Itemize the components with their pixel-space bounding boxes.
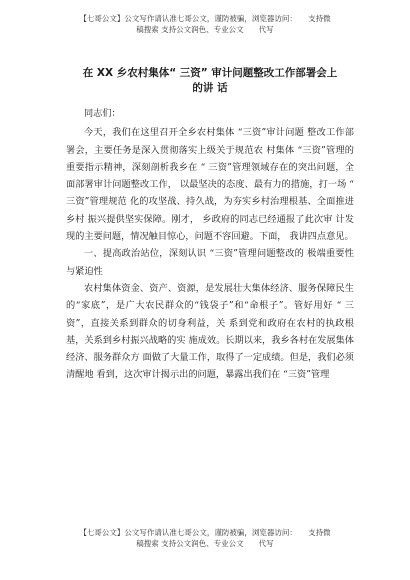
footer-banner-line-2: 稿搜索 支持公文润色、专业公文 代写 [136,539,274,548]
document-content [66,66,354,384]
title-line-1: 在 XX 乡农村集体“ 三资” 审计问题整改工作部署会上 [82,67,338,79]
salutation: 同志们： [84,108,121,119]
title-line-2: 的讲 话 [192,82,228,94]
document-title [66,66,354,96]
footer-banner-line-1: 【七哥公文】公文写作请认准七哥公文，谨防被骗，浏览器访问： 支持微 [79,528,331,537]
document-body [66,105,354,384]
header-banner-line-1: 【七哥公文】公文写作请认准七哥公文，谨防被骗，浏览器访问： 支持微 [79,14,331,23]
section-heading-1: 一、提高政治站位，深刻认识 “三资”管理问题整改的 极端重要性与紧迫性 [66,248,354,277]
footer-banner [0,527,410,549]
header-banner-line-2: 稿搜索 支持公文润色、专业公文 代写 [136,25,274,34]
header-banner [0,13,410,35]
body-paragraph-2: 农村集体资金、资产、资源，是发展壮大集体经济、服务保障民生的“家底”，是广大农民群众的“钱袋子”和“命根子”。管好用好 “ 三资”，直接关系到群众的切身利益，关 系到党和政府在农村的执政根基，关系到乡村振兴战略的实 施成效。长期以来，我乡各村在发展集体经济、服务群众方 面做了大量工作，取得了一定成绩。但是，我们必须清醒地 看到，这次审计揭示出的问题，暴露出我们在 “三资”管理 [66,282,354,381]
body-paragraph-1: 今天，我们在这里召开全乡农村集体 “三资”审计问题 整改工作部署会，主要任务是深入贯彻落实上级关于规范农 村集体 “三资”管理的重要指示精神，深刻剖析我乡在 “ 三资”管理领域存在的突出问题，全面部署审计问题整改工作， 以最坚决的态度、最有力的措施，打一场 “ 三资”管理规范 化的攻坚战、持久战，为夯实乡村治理根基、全面推进乡村 振兴提供坚实保障。刚才， 乡政府的同志已经通报了此次审 计发现的主要问题，情况触目惊心，问题不容回避。下面， 我讲四点意见。 [66,127,354,243]
